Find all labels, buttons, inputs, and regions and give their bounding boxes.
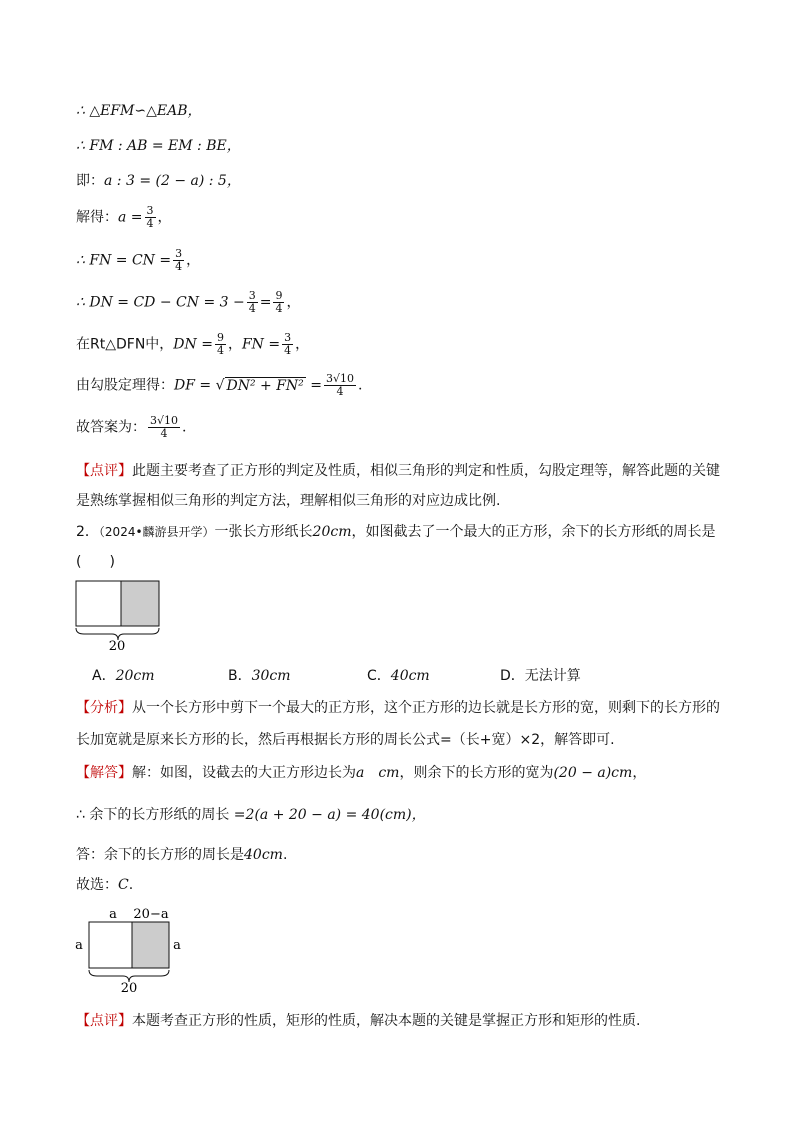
square-region [89, 922, 132, 968]
solution-text: ∴ 余下的长方形纸的周长 = [76, 807, 246, 823]
final-answer [76, 415, 186, 440]
fraction [215, 332, 226, 357]
fig-label-top-right: 20−a [133, 907, 169, 922]
denominator: 4 [275, 302, 283, 316]
analysis-text: 长加宽就是原来长方形的长，然后再根据长方形的周长公式=（长+宽）×2，解答即可. [76, 732, 615, 748]
fraction [148, 415, 180, 440]
radicand: DN² + FN² [226, 377, 304, 394]
punct: . [358, 377, 363, 394]
question-length: 20cm [312, 524, 352, 540]
fraction [324, 373, 356, 398]
question-source: （2024•麟游县开学） [98, 525, 215, 539]
analysis-paragraph-cont [76, 729, 615, 749]
solution-text: 解：如图，设截去的大正方形边长为 [132, 765, 356, 781]
numerator: 3 [175, 247, 183, 260]
math-text: a : 3 = (2 − a) : 5， [104, 173, 241, 189]
choice-value: 40cm [390, 668, 430, 684]
label-text: 在Rt△DFN中， [76, 336, 174, 353]
comment-text: 此题主要考查了正方形的判定及性质，相似三角形的判定和性质，勾股定理等，解答此题的关键 [132, 463, 720, 479]
choice-value: 20cm [115, 668, 155, 684]
comment-paragraph [76, 460, 720, 480]
figure-rectangle-1 [70, 578, 170, 654]
solution-line-1 [76, 762, 646, 782]
math-text: ∴ FM : AB = EM : BE， [76, 138, 241, 154]
punct: ， [186, 252, 201, 269]
fraction [247, 290, 258, 315]
label-text: 故答案为： [76, 419, 146, 436]
choice-a[interactable] [92, 665, 155, 685]
step-ratio [76, 135, 241, 155]
step-dn [76, 290, 300, 315]
denominator: 4 [336, 385, 344, 399]
equals-sign: = [310, 377, 322, 394]
remaining-rectangle [121, 581, 159, 626]
step-solve [76, 205, 172, 230]
fraction [282, 332, 293, 357]
punct: ， [632, 765, 647, 781]
choice-b[interactable] [228, 665, 291, 685]
label-text: 即： [76, 173, 104, 189]
solution-line-4 [76, 874, 133, 894]
fig-label-top-left: a [109, 907, 117, 922]
choice-value: 无法计算 [524, 668, 581, 684]
fig-label-left: a [75, 938, 83, 953]
math-text: ∴ FN = CN = [76, 252, 172, 269]
label-text: 由勾股定理得： [76, 377, 174, 394]
punct: . [282, 847, 288, 863]
step-rt-triangle [76, 332, 309, 357]
fraction [273, 290, 284, 315]
comment-text: 本题考查正方形的性质，矩形的性质，解决本题的关键是掌握正方形和矩形的性质. [132, 1013, 641, 1029]
comment-tag: 【点评】 [76, 1013, 132, 1029]
math-text: a = [118, 209, 143, 226]
math-text: (20 − a)cm [553, 765, 633, 781]
math-text: ∴ △EFM∽△EAB， [76, 103, 202, 119]
denominator: 4 [248, 302, 256, 316]
fraction [173, 248, 184, 273]
denominator: 4 [284, 344, 292, 358]
remaining-rectangle [132, 922, 169, 968]
analysis-text: 从一个长方形中剪下一个最大的正方形，这个正方形的边长就是长方形的宽，则剩下的长方形的 [132, 700, 720, 716]
solution-text: ，则余下的长方形的宽为 [399, 765, 554, 781]
choice-letter: D． [500, 668, 525, 684]
math-text: FN = [241, 336, 281, 353]
punct: ， [295, 336, 310, 353]
numerator: 9 [275, 289, 283, 302]
figure-rectangle-2 [70, 902, 190, 994]
punct: . [182, 419, 187, 436]
sqrt-sign: √ [215, 377, 225, 394]
punct: ， [286, 294, 301, 311]
numerator: 9 [216, 331, 224, 344]
math-text: a cm [356, 765, 400, 781]
numerator: 3 [248, 289, 256, 302]
math-text: 40cm [244, 847, 283, 863]
solution-tag: 【解答】 [76, 765, 132, 781]
choice-value: 30cm [251, 668, 291, 684]
denominator: 4 [146, 217, 154, 231]
analysis-tag: 【分析】 [76, 700, 132, 716]
math-text: 2(a + 20 − a) = 40(cm)， [245, 807, 426, 823]
step-similar-triangles [76, 100, 202, 120]
denominator: 4 [160, 427, 168, 441]
comment-paragraph-cont [76, 490, 500, 510]
comment-paragraph-2 [76, 1010, 640, 1030]
question-paren [76, 551, 115, 571]
numerator: 3√10 [325, 372, 354, 385]
choice-letter: A． [92, 668, 116, 684]
question-text-cont: ，如图截去了一个最大的正方形，余下的长方形纸的周长是 [351, 524, 716, 540]
equals-sign: = [259, 294, 272, 311]
solution-text: 故选： [76, 877, 118, 893]
numerator: 3 [146, 204, 154, 217]
square-region [76, 581, 121, 626]
choice-c[interactable] [367, 665, 430, 685]
comment-text: 是熟练掌握相似三角形的判定方法，理解相似三角形的对应边成比例. [76, 493, 501, 509]
punct: ， [157, 209, 172, 226]
question-text: 一张长方形纸长 [214, 524, 313, 540]
choice-d[interactable] [500, 665, 581, 685]
comment-tag: 【点评】 [76, 463, 132, 479]
fraction [145, 205, 156, 230]
math-text: ∴ DN = CD − CN = 3 − [76, 294, 245, 311]
numerator: 3 [284, 331, 292, 344]
answer-blank: ( ) [76, 554, 115, 570]
question-2 [76, 521, 715, 541]
question-number: 2． [76, 524, 99, 540]
punct: . [128, 877, 134, 893]
fig-label-bottom: 20 [120, 981, 138, 994]
math-text: C [118, 877, 129, 893]
solution-line-3 [76, 844, 287, 864]
label-text: 解得： [76, 209, 118, 226]
choice-letter: B． [228, 668, 252, 684]
solution-text: 答：余下的长方形的周长是 [76, 847, 244, 863]
step-fn-cn [76, 248, 200, 273]
analysis-paragraph [76, 697, 720, 717]
denominator: 4 [175, 260, 183, 274]
choice-letter: C． [367, 668, 391, 684]
step-pythagoras [76, 373, 362, 398]
math-text: DN = [173, 336, 213, 353]
fig-length-label: 20 [108, 639, 126, 654]
numerator: 3√10 [150, 414, 179, 427]
math-text: DF = [174, 377, 212, 394]
step-equation [76, 170, 241, 190]
fig-label-right: a [173, 938, 181, 953]
solution-line-2 [76, 804, 426, 824]
punct: ， [227, 336, 242, 353]
denominator: 4 [216, 344, 224, 358]
